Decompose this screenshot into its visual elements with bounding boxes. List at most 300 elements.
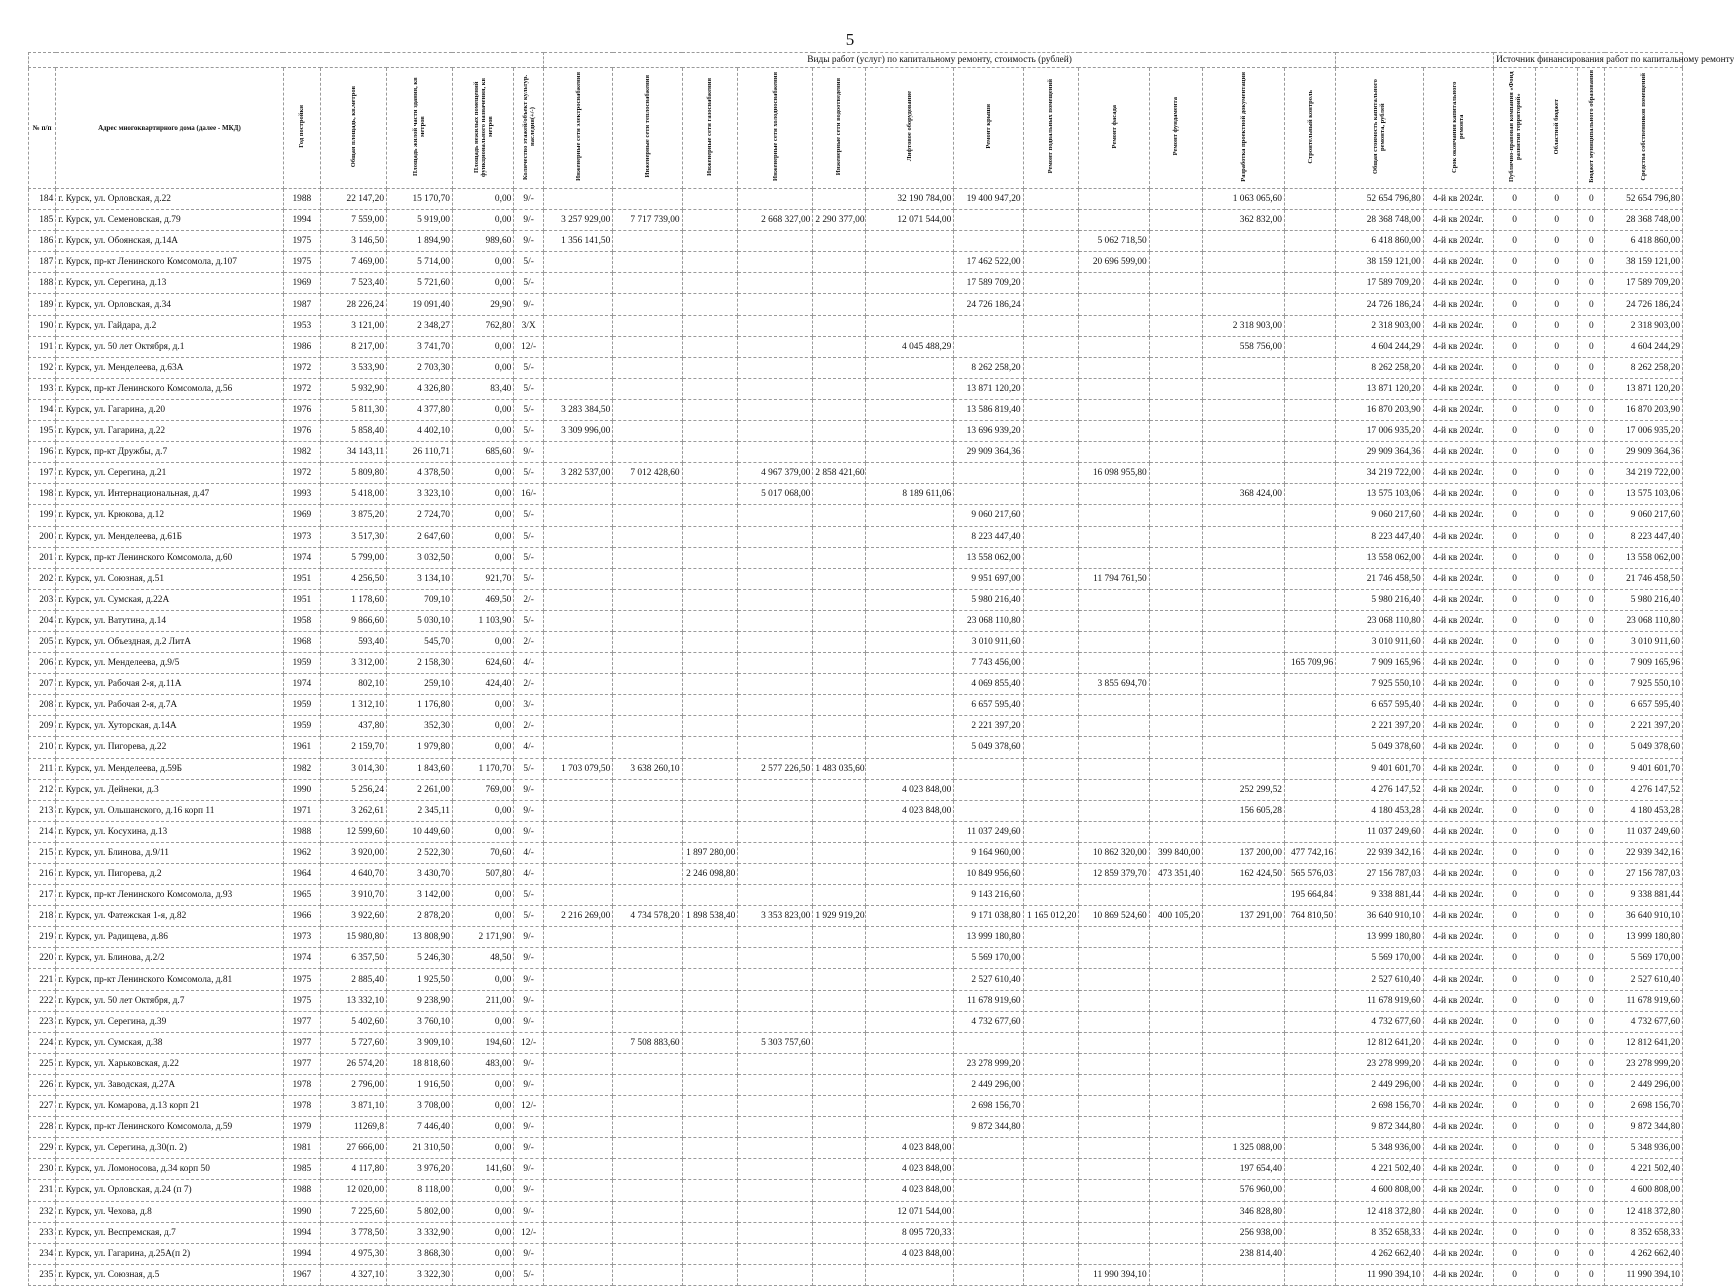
table-cell (1203, 378, 1285, 399)
table-cell (1284, 505, 1335, 526)
table-cell: 9 171 038,80 (954, 906, 1023, 927)
table-cell: 0 (1494, 357, 1536, 378)
table-cell: 4-й кв 2024г. (1423, 315, 1493, 336)
table-cell (1079, 484, 1149, 505)
table-cell: 0 (1578, 189, 1605, 210)
table-row (29, 758, 1683, 779)
table-cell: г. Курск, ул. Серегина, д.30(п. 2) (56, 1138, 283, 1159)
table-cell: 1985 (283, 1159, 321, 1180)
column-header (1284, 68, 1335, 189)
table-cell: 483,00 (452, 1053, 513, 1074)
table-cell: 1953 (283, 315, 321, 336)
table-cell: г. Курск, ул. Косухина, д.13 (56, 821, 283, 842)
table-cell: 3 871,10 (321, 1096, 387, 1117)
table-row (29, 779, 1683, 800)
table-cell: 221 (29, 969, 56, 990)
column-header-label: Количество этажей/объект культур. наследия(+/-) (521, 73, 536, 180)
table-cell (543, 1138, 612, 1159)
table-cell: 1974 (283, 948, 321, 969)
table-cell (1023, 1264, 1079, 1285)
table-cell: 259,10 (387, 674, 453, 695)
table-cell (813, 695, 865, 716)
table-cell: 3 517,30 (321, 526, 387, 547)
table-cell: 13 586 819,40 (954, 399, 1023, 420)
table-cell (682, 885, 738, 906)
table-cell: 0,00 (452, 1096, 513, 1117)
table-cell: 17 006 935,20 (1605, 421, 1683, 442)
table-cell: 507,80 (452, 864, 513, 885)
table-cell: 4-й кв 2024г. (1423, 189, 1493, 210)
table-cell (1149, 779, 1202, 800)
table-cell: 5 980 216,40 (954, 589, 1023, 610)
table-cell: 4-й кв 2024г. (1423, 484, 1493, 505)
table-cell: 3 976,20 (387, 1159, 453, 1180)
table-cell (1203, 547, 1285, 568)
column-header-label: Строительный контроль (1306, 89, 1314, 164)
table-cell: 22 939 342,16 (1605, 842, 1683, 863)
table-cell (1284, 969, 1335, 990)
table-cell: 3 010 911,60 (1605, 631, 1683, 652)
table-cell: 17 589 709,20 (1336, 273, 1424, 294)
table-cell: 0 (1494, 1011, 1536, 1032)
table-cell (1149, 990, 1202, 1011)
table-cell (813, 842, 865, 863)
table-cell: 0 (1494, 252, 1536, 273)
table-cell: 4 256,50 (321, 568, 387, 589)
table-cell (543, 969, 612, 990)
table-cell (738, 294, 813, 315)
table-cell (865, 1053, 954, 1074)
table-cell: 9/- (514, 231, 544, 252)
table-cell: 3 868,30 (387, 1243, 453, 1264)
table-cell (543, 610, 612, 631)
table-cell: 2 885,40 (321, 969, 387, 990)
table-cell: 9/- (514, 779, 544, 800)
table-cell: 0,00 (452, 547, 513, 568)
table-cell: 15 170,70 (387, 189, 453, 210)
table-cell: 29 909 364,36 (954, 442, 1023, 463)
table-cell: 12 812 641,20 (1605, 1032, 1683, 1053)
table-cell (738, 442, 813, 463)
table-cell (954, 210, 1023, 231)
table-cell (1079, 969, 1149, 990)
table-cell: 4 967 379,00 (738, 463, 813, 484)
table-cell: 27 666,00 (321, 1138, 387, 1159)
table-cell (1079, 716, 1149, 737)
table-cell: 1 356 141,50 (543, 231, 612, 252)
table-cell: 7 925 550,10 (1605, 674, 1683, 695)
table-cell: 0 (1494, 273, 1536, 294)
table-cell (613, 1138, 682, 1159)
table-cell: 2 348,27 (387, 315, 453, 336)
table-cell: 201 (29, 547, 56, 568)
table-cell: 1 063 065,60 (1203, 189, 1285, 210)
table-cell: 1 170,70 (452, 758, 513, 779)
table-cell: 4-й кв 2024г. (1423, 1074, 1493, 1095)
table-cell (613, 948, 682, 969)
table-cell: 0 (1536, 1159, 1578, 1180)
table-cell: 29 909 364,36 (1336, 442, 1424, 463)
table-cell: 0 (1536, 674, 1578, 695)
table-cell: 0,00 (452, 885, 513, 906)
table-cell (738, 1159, 813, 1180)
table-cell (1284, 1117, 1335, 1138)
table-cell: 4-й кв 2024г. (1423, 336, 1493, 357)
table-cell: 217 (29, 885, 56, 906)
table-cell: 400 105,20 (1149, 906, 1202, 927)
table-cell (865, 421, 954, 442)
table-cell (1023, 800, 1079, 821)
table-cell: 5/- (514, 421, 544, 442)
table-cell: 3 283 384,50 (543, 399, 612, 420)
table-cell (738, 948, 813, 969)
table-row (29, 526, 1683, 547)
table-cell: 5 030,10 (387, 610, 453, 631)
table-cell: 1971 (283, 800, 321, 821)
table-cell: 346 828,80 (1203, 1201, 1285, 1222)
table-cell: 0,00 (452, 1117, 513, 1138)
table-cell (1023, 526, 1079, 547)
table-cell: 0 (1578, 1222, 1605, 1243)
table-cell (543, 1053, 612, 1074)
table-cell: 2 221 397,20 (1336, 716, 1424, 737)
table-cell: 558 756,00 (1203, 336, 1285, 357)
table-cell (1023, 463, 1079, 484)
table-cell (1023, 210, 1079, 231)
table-cell: 0,00 (452, 716, 513, 737)
table-cell (682, 610, 738, 631)
table-cell: 4-й кв 2024г. (1423, 1243, 1493, 1264)
table-cell (738, 273, 813, 294)
table-cell: 17 589 709,20 (1605, 273, 1683, 294)
table-cell: 0,00 (452, 821, 513, 842)
table-cell (1023, 1074, 1079, 1095)
table-cell: г. Курск, ул. Ломоносова, д.34 корп 50 (56, 1159, 283, 1180)
table-cell (1149, 653, 1202, 674)
table-cell (865, 864, 954, 885)
table-cell: 7 909 165,96 (1605, 653, 1683, 674)
table-cell (865, 252, 954, 273)
table-cell: г. Курск, пр-кт Ленинского Комсомола, д.107 (56, 252, 283, 273)
table-cell (865, 315, 954, 336)
table-cell: 0 (1494, 505, 1536, 526)
table-cell: 0,00 (452, 1243, 513, 1264)
table-cell (1023, 547, 1079, 568)
table-cell: 4/- (514, 864, 544, 885)
table-cell (1023, 948, 1079, 969)
table-cell: 2 158,30 (387, 653, 453, 674)
table-cell: 13 575 103,06 (1336, 484, 1424, 505)
table-cell: 16 870 203,90 (1605, 399, 1683, 420)
table-cell (1149, 758, 1202, 779)
table-cell (1284, 1096, 1335, 1117)
table-cell: 2 527 610,40 (1336, 969, 1424, 990)
table-cell: 28 226,24 (321, 294, 387, 315)
table-cell: 16 870 203,90 (1336, 399, 1424, 420)
table-cell: 4-й кв 2024г. (1423, 864, 1493, 885)
column-header-label: Инженерные сети холодноснабжения (771, 72, 779, 181)
table-cell (865, 842, 954, 863)
table-cell: г. Курск, ул. Рабочая 2-я, д.11А (56, 674, 283, 695)
table-cell (682, 716, 738, 737)
table-cell (865, 969, 954, 990)
table-cell (1203, 1053, 1285, 1074)
table-cell: 0 (1536, 1053, 1578, 1074)
column-header-label: Инженерные сети электроснабжения (574, 72, 582, 181)
table-cell (543, 1264, 612, 1285)
table-cell: 5 980 216,40 (1336, 589, 1424, 610)
table-cell: 4-й кв 2024г. (1423, 1201, 1493, 1222)
table-cell: 469,50 (452, 589, 513, 610)
table-cell (682, 484, 738, 505)
table-cell: 3 146,50 (321, 231, 387, 252)
table-row (29, 1264, 1683, 1285)
table-cell: г. Курск, ул. Менделеева, д.63А (56, 357, 283, 378)
table-cell (1023, 695, 1079, 716)
table-cell (543, 1222, 612, 1243)
table-cell (738, 1264, 813, 1285)
table-cell: 231 (29, 1180, 56, 1201)
table-cell (1203, 927, 1285, 948)
table-cell (1149, 1011, 1202, 1032)
table-cell (1079, 1074, 1149, 1095)
table-cell: 219 (29, 927, 56, 948)
table-row (29, 653, 1683, 674)
table-cell: 5/- (514, 885, 544, 906)
table-cell (1079, 737, 1149, 758)
table-cell (1284, 695, 1335, 716)
table-cell: 17 006 935,20 (1336, 421, 1424, 442)
table-cell: 9/- (514, 1011, 544, 1032)
table-cell (1023, 357, 1079, 378)
table-cell: 10 849 956,60 (954, 864, 1023, 885)
table-cell (613, 716, 682, 737)
table-cell (543, 189, 612, 210)
table-row (29, 505, 1683, 526)
table-cell (1079, 421, 1149, 442)
table-cell (1023, 1011, 1079, 1032)
table-cell (613, 1180, 682, 1201)
table-cell (1149, 1243, 1202, 1264)
table-cell: 12 599,60 (321, 821, 387, 842)
table-cell: 624,60 (452, 653, 513, 674)
table-cell (1079, 1117, 1149, 1138)
table-cell (813, 800, 865, 821)
column-header (682, 68, 738, 189)
table-cell (682, 568, 738, 589)
table-cell (1284, 674, 1335, 695)
table-cell (613, 189, 682, 210)
table-cell: 187 (29, 252, 56, 273)
table-cell: 7 925 550,10 (1336, 674, 1424, 695)
table-cell (738, 716, 813, 737)
table-cell: 3 855 694,70 (1079, 674, 1149, 695)
table-row (29, 1201, 1683, 1222)
column-header-label: Общая стоимость капитального ремонта, рублей (1372, 79, 1387, 174)
table-cell (543, 864, 612, 885)
table-cell: 9 060 217,60 (954, 505, 1023, 526)
table-cell: 9 060 217,60 (1336, 505, 1424, 526)
table-cell: 0 (1578, 589, 1605, 610)
table-cell: 0 (1494, 547, 1536, 568)
table-cell: 12 020,00 (321, 1180, 387, 1201)
table-cell: 1958 (283, 610, 321, 631)
table-cell (954, 758, 1023, 779)
column-header-label: Публично-правовая компания «Фонд развития территорий» (1507, 71, 1522, 182)
table-cell (613, 1264, 682, 1285)
table-cell (682, 758, 738, 779)
table-row (29, 927, 1683, 948)
table-cell: 216 (29, 864, 56, 885)
table-cell: 226 (29, 1074, 56, 1095)
table-cell: 0 (1578, 1074, 1605, 1095)
table-row (29, 189, 1683, 210)
table-cell: г. Курск, ул. Гагарина, д.20 (56, 399, 283, 420)
table-cell (1023, 716, 1079, 737)
table-cell: 4 069 855,40 (954, 674, 1023, 695)
table-cell: 214 (29, 821, 56, 842)
table-cell: 4 023 848,00 (865, 1138, 954, 1159)
table-cell: 0,00 (452, 1180, 513, 1201)
table-cell: г. Курск, ул. Гайдара, д.2 (56, 315, 283, 336)
table-cell (1284, 463, 1335, 484)
table-cell: г. Курск, ул. Рабочая 2-я, д.7А (56, 695, 283, 716)
table-cell (1023, 294, 1079, 315)
table-cell: 4-й кв 2024г. (1423, 969, 1493, 990)
table-cell: 3 262,61 (321, 800, 387, 821)
table-cell (543, 1032, 612, 1053)
table-cell: 5 980 216,40 (1605, 589, 1683, 610)
table-cell: 13 808,90 (387, 927, 453, 948)
table-cell (1149, 1180, 1202, 1201)
table-row (29, 885, 1683, 906)
table-cell (738, 1117, 813, 1138)
table-cell: 4-й кв 2024г. (1423, 1264, 1493, 1285)
column-header (1536, 68, 1578, 189)
table-cell (954, 1138, 1023, 1159)
table-cell (682, 399, 738, 420)
table-cell (738, 864, 813, 885)
table-cell (1203, 610, 1285, 631)
table-cell: 199 (29, 505, 56, 526)
table-cell (1079, 1096, 1149, 1117)
table-cell: 1951 (283, 589, 321, 610)
table-cell: 13 999 180,80 (1605, 927, 1683, 948)
table-cell: 8 189 611,06 (865, 484, 954, 505)
table-cell: 1975 (283, 969, 321, 990)
table-cell: 23 278 999,20 (954, 1053, 1023, 1074)
table-cell (1023, 568, 1079, 589)
table-cell: 252 299,52 (1203, 779, 1285, 800)
table-cell: 9 872 344,80 (1605, 1117, 1683, 1138)
table-cell (1284, 948, 1335, 969)
table-cell (613, 1011, 682, 1032)
table-cell (1023, 1159, 1079, 1180)
table-cell (813, 1222, 865, 1243)
table-cell: 9 872 344,80 (1336, 1117, 1424, 1138)
table-cell: 4 221 502,40 (1605, 1159, 1683, 1180)
table-cell: 1972 (283, 378, 321, 399)
table-cell (954, 463, 1023, 484)
table-row (29, 231, 1683, 252)
table-cell: 230 (29, 1159, 56, 1180)
table-cell (1149, 463, 1202, 484)
table-cell: 2 522,30 (387, 842, 453, 863)
table-cell: 709,10 (387, 589, 453, 610)
table-cell: 0 (1578, 758, 1605, 779)
table-cell: 9/- (514, 1201, 544, 1222)
table-cell (1203, 653, 1285, 674)
table-cell: 23 068 110,80 (1336, 610, 1424, 631)
table-cell: 3 010 911,60 (954, 631, 1023, 652)
table-cell: 4/- (514, 737, 544, 758)
table-cell: 3 121,00 (321, 315, 387, 336)
table-cell: 225 (29, 1053, 56, 1074)
table-cell: 4-й кв 2024г. (1423, 948, 1493, 969)
table-cell: г. Курск, ул. 50 лет Октября, д.1 (56, 336, 283, 357)
table-cell (613, 631, 682, 652)
table-cell: 1979 (283, 1117, 321, 1138)
table-cell: 204 (29, 610, 56, 631)
table-cell: 0 (1494, 1138, 1536, 1159)
table-cell (954, 315, 1023, 336)
table-cell: 0 (1578, 842, 1605, 863)
table-cell (1023, 990, 1079, 1011)
column-header-label: Бюджет муниципального образования (1587, 70, 1595, 183)
table-cell (1284, 1032, 1335, 1053)
table-cell (613, 357, 682, 378)
table-row (29, 990, 1683, 1011)
table-cell: 0 (1578, 610, 1605, 631)
table-cell: 5 049 378,60 (1336, 737, 1424, 758)
table-cell (1079, 547, 1149, 568)
table-cell: 3 134,10 (387, 568, 453, 589)
table-cell (1203, 568, 1285, 589)
table-cell (682, 1074, 738, 1095)
table-cell: 24 726 186,24 (954, 294, 1023, 315)
table-cell (1079, 294, 1149, 315)
table-cell: 4 045 488,29 (865, 336, 954, 357)
table-cell (1149, 442, 1202, 463)
table-cell: 0 (1578, 505, 1605, 526)
column-header (865, 68, 954, 189)
table-cell (1284, 758, 1335, 779)
table-cell: 1990 (283, 779, 321, 800)
table-cell (613, 252, 682, 273)
table-cell: 12 071 544,00 (865, 210, 954, 231)
table-cell (738, 505, 813, 526)
table-cell (1149, 231, 1202, 252)
table-cell: 0 (1578, 568, 1605, 589)
table-cell (543, 505, 612, 526)
table-cell: 256 938,00 (1203, 1222, 1285, 1243)
table-cell: 9/- (514, 189, 544, 210)
table-cell: 23 278 999,20 (1605, 1053, 1683, 1074)
table-cell (865, 610, 954, 631)
table-cell (613, 273, 682, 294)
table-cell: 196 (29, 442, 56, 463)
table-cell (543, 716, 612, 737)
table-cell (543, 737, 612, 758)
table-cell: 0 (1578, 1053, 1605, 1074)
table-cell: 4-й кв 2024г. (1423, 885, 1493, 906)
table-cell: 229 (29, 1138, 56, 1159)
table-cell: 9 060 217,60 (1605, 505, 1683, 526)
table-cell (738, 610, 813, 631)
table-cell (813, 1096, 865, 1117)
table-cell: 1966 (283, 906, 321, 927)
table-cell: г. Курск, ул. Менделеева, д.59Б (56, 758, 283, 779)
